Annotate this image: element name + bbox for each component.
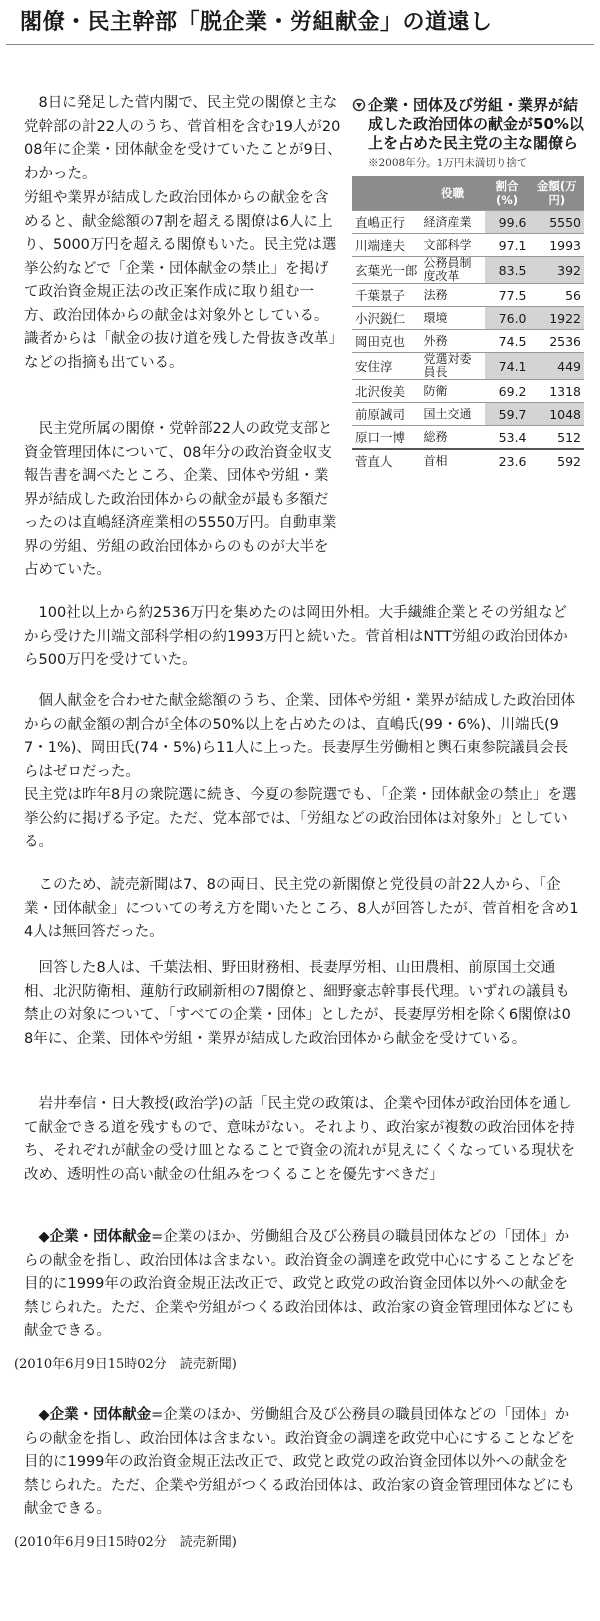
header-amount: 金額(万円) (530, 176, 584, 211)
row-post: 首相 (421, 449, 485, 472)
article-paragraph: 8日に発足した菅内閣で、民主党の閣僚と主な党幹部の計22人のうち、菅首相を含む19人が2008年に企業・団体献金を受けていたことが9日、わかった。 (24, 95, 342, 182)
row-percent: 74.5 (485, 330, 530, 353)
row-name: 前原誠司 (352, 403, 421, 426)
table-row (352, 211, 584, 234)
row-name: 北沢俊美 (352, 380, 421, 403)
row-name: 玄葉光一郎 (352, 257, 421, 284)
row-name: 千葉景子 (352, 284, 421, 307)
row-post: 法務 (421, 284, 485, 307)
row-name: 菅直人 (352, 449, 421, 472)
row-name: 川端達夫 (352, 234, 421, 257)
row-amount: 1318 (530, 380, 584, 403)
row-percent: 69.2 (485, 380, 530, 403)
bullet-icon (352, 98, 366, 112)
article-paragraph: 100社以上から約2536万円を集めたのは岡田外相。大手繊維企業とその労組などから受けた川端文部科学相の約1993万円と続いた。菅首相はNTT労組の政治団体から500万円を受けていた。 (24, 605, 568, 668)
headline: 閣僚・民主幹部「脱企業・労組献金」の道遠し (20, 10, 493, 35)
row-percent: 53.4 (485, 426, 530, 450)
article-paragraph: 民主党は昨年8月の衆院選に続き、今夏の参院選でも、「企業・団体献金の禁止」を選挙公約に掲げる予定。ただ、党本部では、「労組などの政治団体は対象外」としている。 (24, 787, 577, 850)
row-amount: 392 (530, 257, 584, 284)
glossary-text: =企業のほか、労働組合及び公務員の職員団体などの「団体」からの献金を指し、政治団体は含まない。政治資金の調達を政党中心にすることなどを目的に1999年の政治資金規正法改正で、政党と政党の政治資金団体以外への献金を禁じられた。ただ、企業や労組がつくる政治団体は、政治家の資金管理団体などにも献金できる。 (24, 1229, 575, 1339)
table-row (352, 380, 584, 403)
article-paragraph: 回答した8人は、千葉法相、野田財務相、長妻厚労相、山田農相、前原国土交通相、北沢防衛相、蓮舫行政刷新相の7閣僚と、細野豪志幹事長代理。いずれの議員も禁止の対象について、「すべての企業・団体」としたが、長妻厚労相を除く6閣僚は08年に、企業、団体や労組・業界が結成した政治団体から献金を受けている。 (24, 960, 571, 1047)
glossary-paragraph (24, 1404, 580, 1522)
row-amount: 1922 (530, 307, 584, 330)
article-paragraph: このため、読売新聞は7、8の両日、民主党の新閣僚と党役員の計22人から、「企業・団体献金」についての考え方を聞いたところ、8人が回答したが、菅首相を含め14人は無回答だった。 (24, 877, 579, 940)
row-amount: 1048 (530, 403, 584, 426)
table-row (352, 257, 584, 284)
article-paragraph: 労組や業界が結成した政治団体からの献金を含めると、献金総額の7割を超える閣僚は6人に上り、5000万円を超える閣僚もいた。民主党は選挙公約などで「企業・団体献金の禁止」を掲げて政治資金規正法の改正案作成に取り組む一方、政治団体からの献金は対象外としている。識者からは「献金の抜け道を残した骨抜き改革」などの指摘も出ている。 (24, 190, 337, 371)
table-row (352, 330, 584, 353)
source-line: (2010年6月9日15時02分 読売新聞) (14, 1535, 237, 1550)
row-name: 岡田克也 (352, 330, 421, 353)
divider (6, 44, 594, 45)
glossary-paragraph (24, 1226, 580, 1344)
header-name (352, 176, 421, 211)
glossary-term: ◆企業・団体献金 (38, 1229, 152, 1245)
table-row (352, 353, 584, 380)
header-post: 役職 (421, 176, 485, 211)
table-note: ※2008年分。1万円未満切り捨て (368, 157, 528, 169)
row-post: 党選対委員長 (421, 353, 485, 380)
article-paragraph: 民主党所属の閣僚・党幹部22人の政党支部と資金管理団体について、08年分の政治資金収支報告書を調べたところ、企業、団体や労組・業界が結成した政治団体からの献金が最も多額だったのは直嶋経済産業相の5550万円。自動車業界の労組、労組の政治団体からのものが大半を占めていた。 (24, 421, 337, 578)
row-post: 防衛 (421, 380, 485, 403)
row-percent: 59.7 (485, 403, 530, 426)
row-post: 外務 (421, 330, 485, 353)
table-row (352, 234, 584, 257)
row-post: 文部科学 (421, 234, 485, 257)
table-row (352, 284, 584, 307)
row-amount: 592 (530, 449, 584, 472)
row-percent: 97.1 (485, 234, 530, 257)
row-percent: 23.6 (485, 449, 530, 472)
row-amount: 1993 (530, 234, 584, 257)
row-post: 経済産業 (421, 211, 485, 234)
row-post: 環境 (421, 307, 485, 330)
row-name: 安住淳 (352, 353, 421, 380)
row-percent: 99.6 (485, 211, 530, 234)
row-post: 公務員制度改革 (421, 257, 485, 284)
row-amount: 5550 (530, 211, 584, 234)
row-post: 国土交通 (421, 403, 485, 426)
row-name: 小沢鋭仁 (352, 307, 421, 330)
glossary-text: =企業のほか、労働組合及び公務員の職員団体などの「団体」からの献金を指し、政治団体は含まない。政治資金の調達を政党中心にすることなどを目的に1999年の政治資金規正法改正で、政党と政党の政治資金団体以外への献金を禁じられた。ただ、企業や労組がつくる政治団体は、政治家の資金管理団体などにも献金できる。 (24, 1407, 575, 1517)
table-header-row (352, 176, 584, 211)
source-line: (2010年6月9日15時02分 読売新聞) (14, 1357, 237, 1372)
article-paragraph: 岩井奉信・日大教授(政治学)の話「民主党の政策は、企業や団体が政治団体を通して献金できる道を残すもので、意味がない。それより、政治家が複数の政治団体を持ち、それぞれが献金の受け皿となることで資金の流れが見えにくくなっている現状を改め、透明性の高い献金の仕組みをつくることを優先すべきだ」 (24, 1096, 575, 1183)
glossary-term: ◆企業・団体献金 (38, 1407, 152, 1423)
row-amount: 449 (530, 353, 584, 380)
row-percent: 74.1 (485, 353, 530, 380)
row-name: 直嶋正行 (352, 211, 421, 234)
row-amount: 512 (530, 426, 584, 450)
row-percent: 83.5 (485, 257, 530, 284)
row-amount: 56 (530, 284, 584, 307)
row-percent: 77.5 (485, 284, 530, 307)
article-paragraph: 個人献金を合わせた献金総額のうち、企業、団体や労組・業界が結成した政治団体からの献金額の割合が全体の50%以上を占めたのは、直嶋氏(99・6%)、川端氏(97・1%)、岡田氏(74・5%)ら11人に上った。長妻厚生労働相と輿石東参院議員会長らはゼロだった。 (24, 693, 575, 780)
row-name: 原口一博 (352, 426, 421, 450)
row-post: 総務 (421, 426, 485, 450)
header-percent: 割合(%) (485, 176, 530, 211)
row-amount: 2536 (530, 330, 584, 353)
table-row (352, 307, 584, 330)
row-percent: 76.0 (485, 307, 530, 330)
table-title: 企業・団体及び労組・業界が結成した政治団体の献金が50%以上を占めた民主党の主な閣僚ら (368, 96, 584, 152)
